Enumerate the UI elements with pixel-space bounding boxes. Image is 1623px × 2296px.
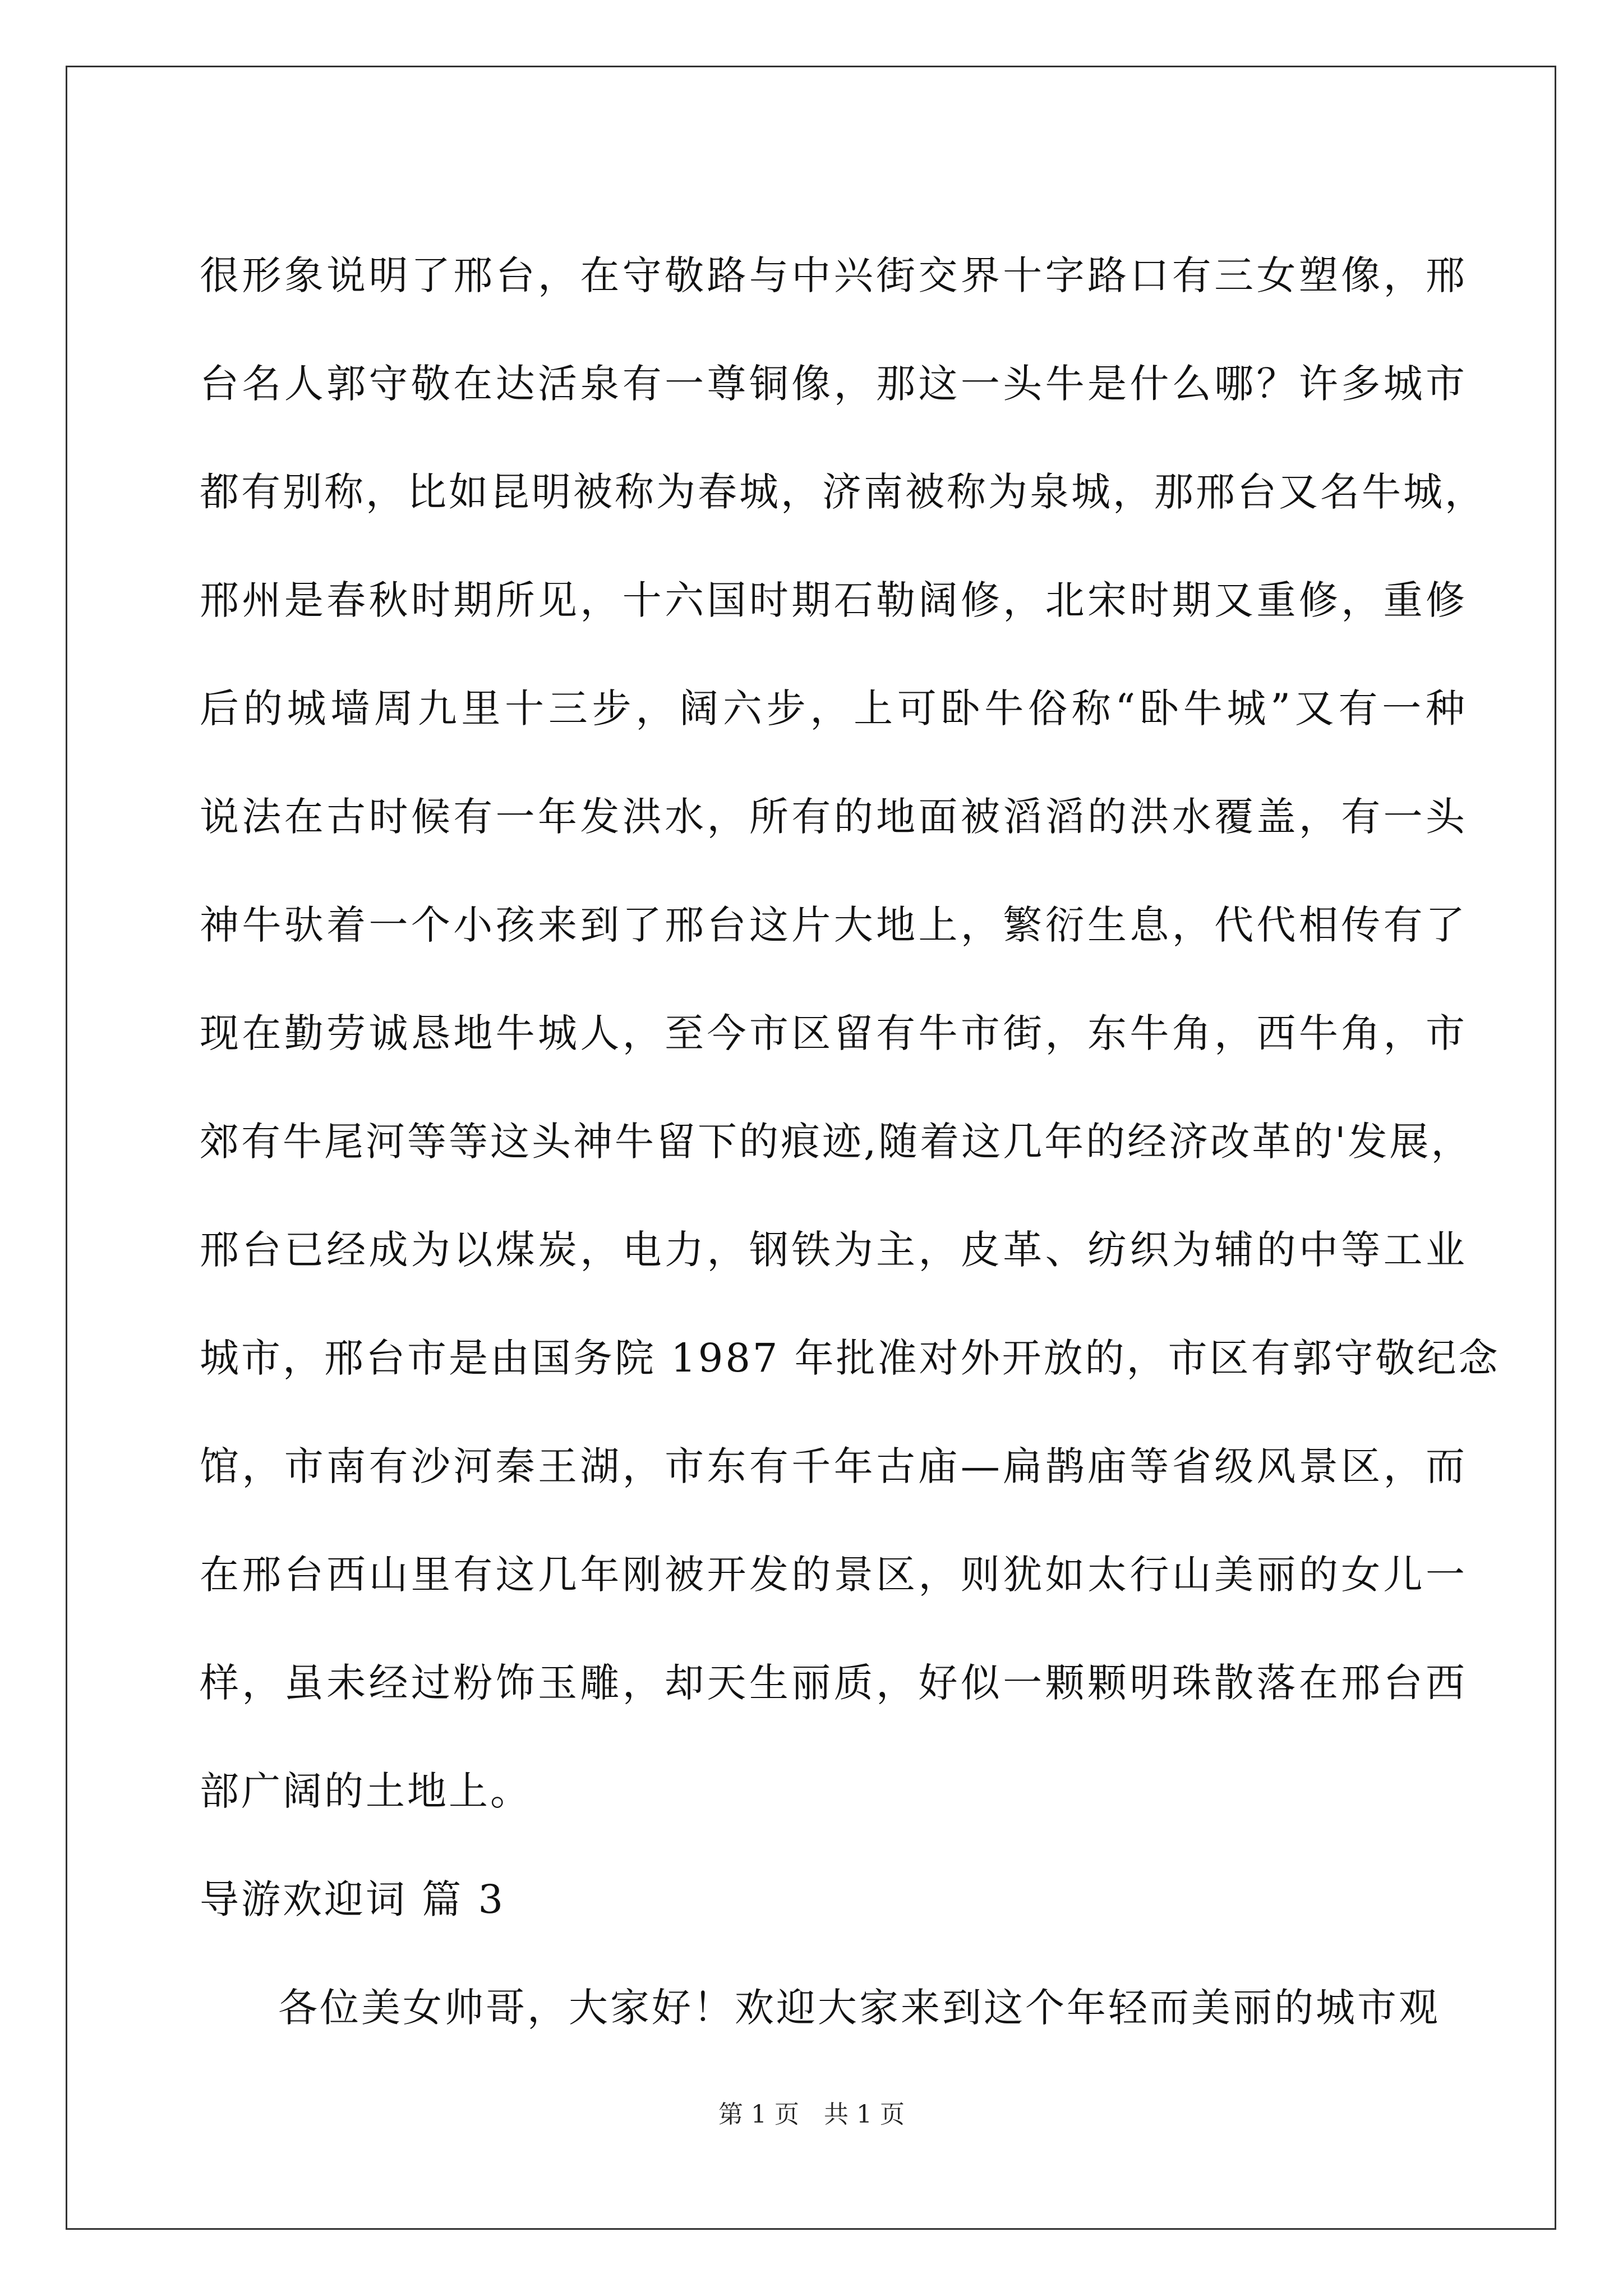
body-line: 馆，市南有沙河秦王湖，市东有千年古庙—扁鹊庙等省级风景区，而: [200, 1443, 1467, 1489]
paragraph-first-line: 各位美女帅哥，大家好！欢迎大家来到这个年轻而美丽的城市观: [278, 1985, 1440, 2031]
body-line: 城市，邢台市是由国务院 1987 年批准对外开放的，市区有郭守敬纪念: [200, 1335, 1500, 1381]
document-body: [200, 222, 1500, 2062]
body-line: 说法在古时候有一年发洪水，所有的地面被滔滔的洪水覆盖，有一头: [200, 794, 1467, 840]
body-line: 在邢台西山里有这几年刚被开发的景区，则犹如太行山美丽的女儿一: [200, 1552, 1467, 1598]
body-line: 郊有牛尾河等等这头神牛留下的痕迹,随着这几年的经济改革的'发展，: [200, 1119, 1473, 1165]
section-heading: 导游欢迎词 篇 3: [200, 1876, 506, 1922]
body-line: 后的城墙周九里十三步，阔六步，上可卧牛俗称“卧牛城”又有一种: [200, 685, 1467, 731]
body-line: 很形象说明了邢台，在守敬路与中兴街交界十字路口有三女塑像，邢: [200, 252, 1467, 298]
body-line: 都有别称，比如昆明被称为春城，济南被称为泉城，那邢台又名牛城，: [200, 469, 1486, 515]
body-line-last: 部广阔的土地上。: [200, 1768, 532, 1814]
body-line: 台名人郭守敬在达活泉有一尊铜像，那这一头牛是什么哪？许多城市: [200, 361, 1467, 407]
body-line: 邢州是春秋时期所见，十六国时期石勒阔修，北宋时期又重修，重修: [200, 577, 1467, 623]
page-number-footer: 第 1 页 共 1 页: [718, 2100, 905, 2129]
body-line: 邢台已经成为以煤炭，电力，钢铁为主，皮革、纺织为辅的中等工业: [200, 1227, 1467, 1273]
body-line: 样，虽未经过粉饰玉雕，却天生丽质，好似一颗颗明珠散落在邢台西: [200, 1660, 1467, 1706]
body-line: 神牛驮着一个小孩来到了邢台这片大地上，繁衍生息，代代相传有了: [200, 902, 1467, 948]
body-line: 现在勤劳诚恳地牛城人，至今市区留有牛市街，东牛角，西牛角，市: [200, 1010, 1467, 1056]
